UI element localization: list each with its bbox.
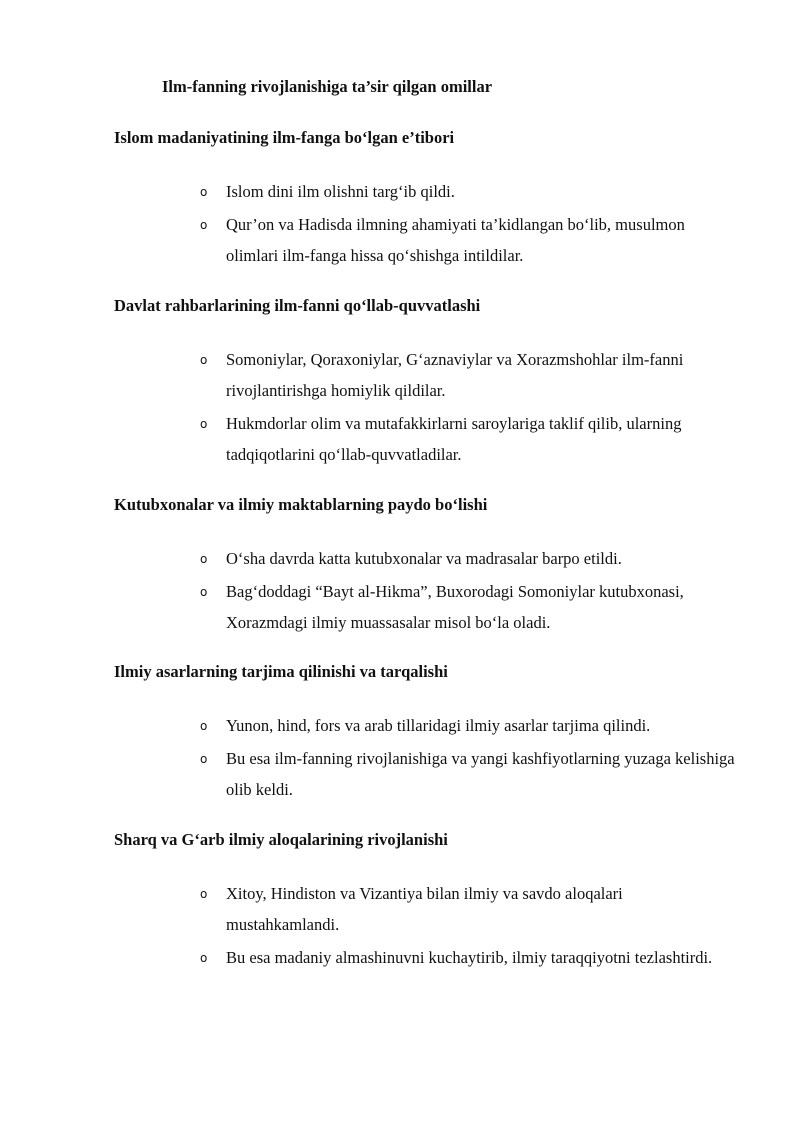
list-item bbox=[200, 942, 740, 973]
list-item-text: Bag‘doddagi “Bayt al-Hikma”, Buxorodagi Somoniylar kutubxonasi, Xorazmdagi ilmiy muassasalar misol bo‘la oladi. bbox=[226, 582, 684, 632]
list-item-text: O‘sha davrda katta kutubxonalar va madrasalar barpo etildi. bbox=[226, 549, 622, 568]
bullet-list bbox=[200, 543, 740, 640]
section-heading: Ilmiy asarlarning tarjima qilinishi va tarqalishi bbox=[114, 662, 448, 681]
section-heading: Sharq va G‘arb ilmiy aloqalarining rivojlanishi bbox=[114, 830, 448, 849]
hollow-circle-bullet-icon: o bbox=[200, 752, 208, 766]
bullet-list bbox=[200, 710, 740, 807]
hollow-circle-bullet-icon: o bbox=[200, 719, 208, 733]
document-title: Ilm-fanning rivojlanishiga ta’sir qilgan omillar bbox=[162, 77, 493, 96]
section-heading: Davlat rahbarlarining ilm-fanni qo‘llab-quvvatlashi bbox=[114, 296, 481, 315]
list-item-text: Bu esa ilm-fanning rivojlanishiga va yangi kashfiyotlarning yuzaga kelishiga olib keldi. bbox=[226, 749, 735, 799]
list-item-text: Qur’on va Hadisda ilmning ahamiyati ta’kidlangan bo‘lib, musulmon olimlari ilm-fanga hissa qo‘shishga intildilar. bbox=[226, 215, 685, 265]
list-item bbox=[200, 576, 740, 638]
hollow-circle-bullet-icon: o bbox=[200, 552, 208, 566]
list-item bbox=[200, 408, 740, 470]
list-item bbox=[200, 543, 740, 574]
list-item-text: Xitoy, Hindiston va Vizantiya bilan ilmiy va savdo aloqalari mustahkamlandi. bbox=[226, 884, 623, 934]
hollow-circle-bullet-icon: o bbox=[200, 887, 208, 901]
bullet-list bbox=[200, 878, 740, 975]
hollow-circle-bullet-icon: o bbox=[200, 185, 208, 199]
hollow-circle-bullet-icon: o bbox=[200, 951, 208, 965]
list-item bbox=[200, 209, 740, 271]
list-item bbox=[200, 710, 740, 741]
list-item bbox=[200, 176, 740, 207]
list-item-text: Yunon, hind, fors va arab tillaridagi ilmiy asarlar tarjima qilindi. bbox=[226, 716, 651, 735]
bullet-list bbox=[200, 344, 740, 472]
list-item-text: Islom dini ilm olishni targ‘ib qildi. bbox=[226, 182, 455, 201]
list-item bbox=[200, 344, 740, 406]
hollow-circle-bullet-icon: o bbox=[200, 585, 208, 599]
bullet-list bbox=[200, 176, 740, 273]
list-item-text: Hukmdorlar olim va mutafakkirlarni saroylariga taklif qilib, ularning tadqiqotlarini qo‘llab-quvvatladilar. bbox=[226, 414, 682, 464]
list-item-text: Bu esa madaniy almashinuvni kuchaytirib, ilmiy taraqqiyotni tezlashtirdi. bbox=[226, 948, 713, 967]
hollow-circle-bullet-icon: o bbox=[200, 218, 208, 232]
section-heading: Islom madaniyatining ilm-fanga bo‘lgan e’tibori bbox=[114, 128, 455, 147]
list-item bbox=[200, 743, 740, 805]
list-item bbox=[200, 878, 740, 940]
hollow-circle-bullet-icon: o bbox=[200, 353, 208, 367]
list-item-text: Somoniylar, Qoraxoniylar, G‘aznaviylar va Xorazmshohlar ilm-fanni rivojlantirishga homiylik qildilar. bbox=[226, 350, 684, 400]
hollow-circle-bullet-icon: o bbox=[200, 417, 208, 431]
section-heading: Kutubxonalar va ilmiy maktablarning paydo bo‘lishi bbox=[114, 495, 488, 514]
